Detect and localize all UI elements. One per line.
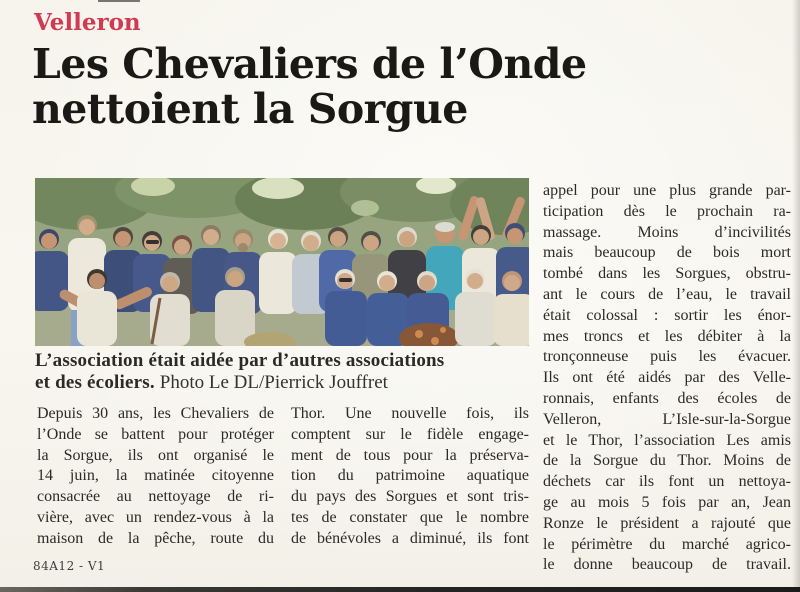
- section-kicker: Velleron: [34, 9, 141, 36]
- group-photo: [35, 178, 529, 346]
- body-column-3: appel pour une plus grande par- ticipation dès le prochain ra- massage. Moins d’incivilités mais beaucoup de bois mort tombé dans les Sorgues, obstru- ant le cours de l’eau, le travail était colossal : sortir les énor- mes troncs et les débiter à la tronçonneuse puis les évacuer. Ils ont été aidés par des Velle- ronnais, enfants des écoles de Velleron, L’Isle-sur-la-Sorgue et le Thor, l’association Les amis de la Sorgue du Thor. Moins de déchets car ils font un nettoya- ge au mois 5 fois par an, Jean Ronze le président a rajouté que le périmètre du marché agrico- le donne beaucoup de travail.: [543, 182, 791, 574]
- group-photo-illustration: [35, 178, 529, 346]
- scan-artifact-bottom-edge: [0, 587, 800, 592]
- article-headline: Les Chevaliers de l’Onde nettoient la Sorgue: [32, 40, 587, 133]
- caption-bold-text: et des écoliers.: [35, 371, 155, 393]
- body-column-1: Depuis 30 ans, les Chevaliers de l’Onde se battent pour protéger la Sorgue, ils ont organisé le 14 juin, la matinée citoyenne consacrée au nettoyage de ri- vière, avec un rendez-vous à la maison de la pêche, route du: [37, 405, 274, 547]
- photo-caption: [35, 350, 535, 393]
- scan-artifact-top: [98, 0, 140, 2]
- edition-code: 84A12 - V1: [33, 559, 106, 573]
- caption-bold-text: L’association était aidée par d’autres associations: [35, 350, 445, 371]
- photo-credit: Photo Le DL/Pierrick Jouffret: [159, 371, 388, 393]
- body-column-2: Thor. Une nouvelle fois, ils comptent sur le fidèle engage- ment de tous pour la préserva- tion du patrimoine aquatique du pays des Sorgues et sont tris- tes de constater que le nombre de bénévoles a diminué, ils font: [291, 405, 529, 547]
- scan-artifact-right-edge: [792, 0, 800, 592]
